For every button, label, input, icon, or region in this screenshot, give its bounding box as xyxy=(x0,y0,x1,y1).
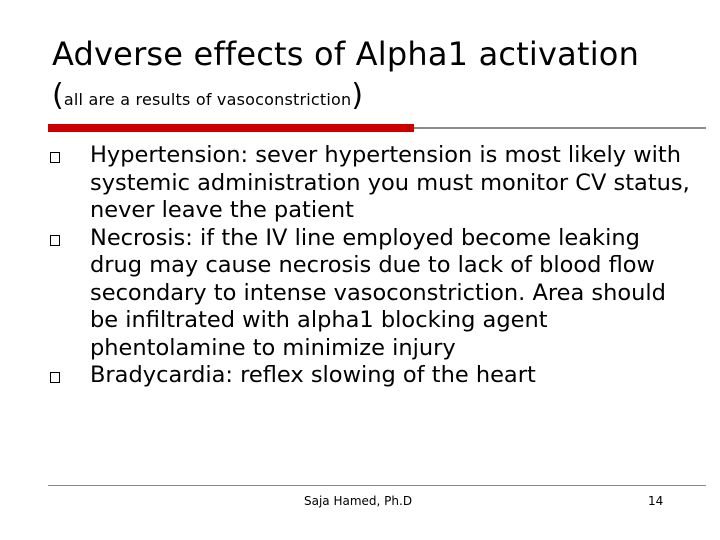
hollow-square-bullet-icon xyxy=(50,152,60,163)
hollow-square-bullet-icon xyxy=(50,372,60,383)
page-number: 14 xyxy=(648,494,664,508)
title-underline-red xyxy=(48,124,414,132)
bullet-text: Bradycardia: reflex slowing of the heart xyxy=(90,362,536,388)
bullet-item-hypertension xyxy=(50,142,690,225)
footer-author: Saja Hamed, Ph.D xyxy=(304,494,413,508)
title-line-1: Adverse effects of Alpha1 activation xyxy=(52,35,640,73)
title-underline-gray xyxy=(414,127,706,129)
bullet-list xyxy=(50,142,690,390)
slide-title xyxy=(52,34,702,120)
bullet-item-bradycardia xyxy=(50,362,690,390)
bullet-text: Hypertension: sever hypertension is most likely with systemic administration you must monitor CV status, never leave the patient xyxy=(90,142,690,223)
bullet-text: Necrosis: if the IV line employed become leaking drug may cause necrosis due to lack of blood flow secondary to intense vasoconstriction. Area should be infiltrated with alpha1 blocking agent phentolamine to minimize injury xyxy=(90,224,666,361)
hollow-square-bullet-icon xyxy=(50,235,60,246)
title-close-paren: ) xyxy=(351,78,364,113)
title-open-paren: ( xyxy=(52,78,64,113)
title-line-2 xyxy=(52,74,702,120)
bullet-item-necrosis xyxy=(50,225,690,363)
footer-divider xyxy=(48,485,706,486)
title-subtitle: all are a results of vasoconstriction xyxy=(63,90,352,109)
